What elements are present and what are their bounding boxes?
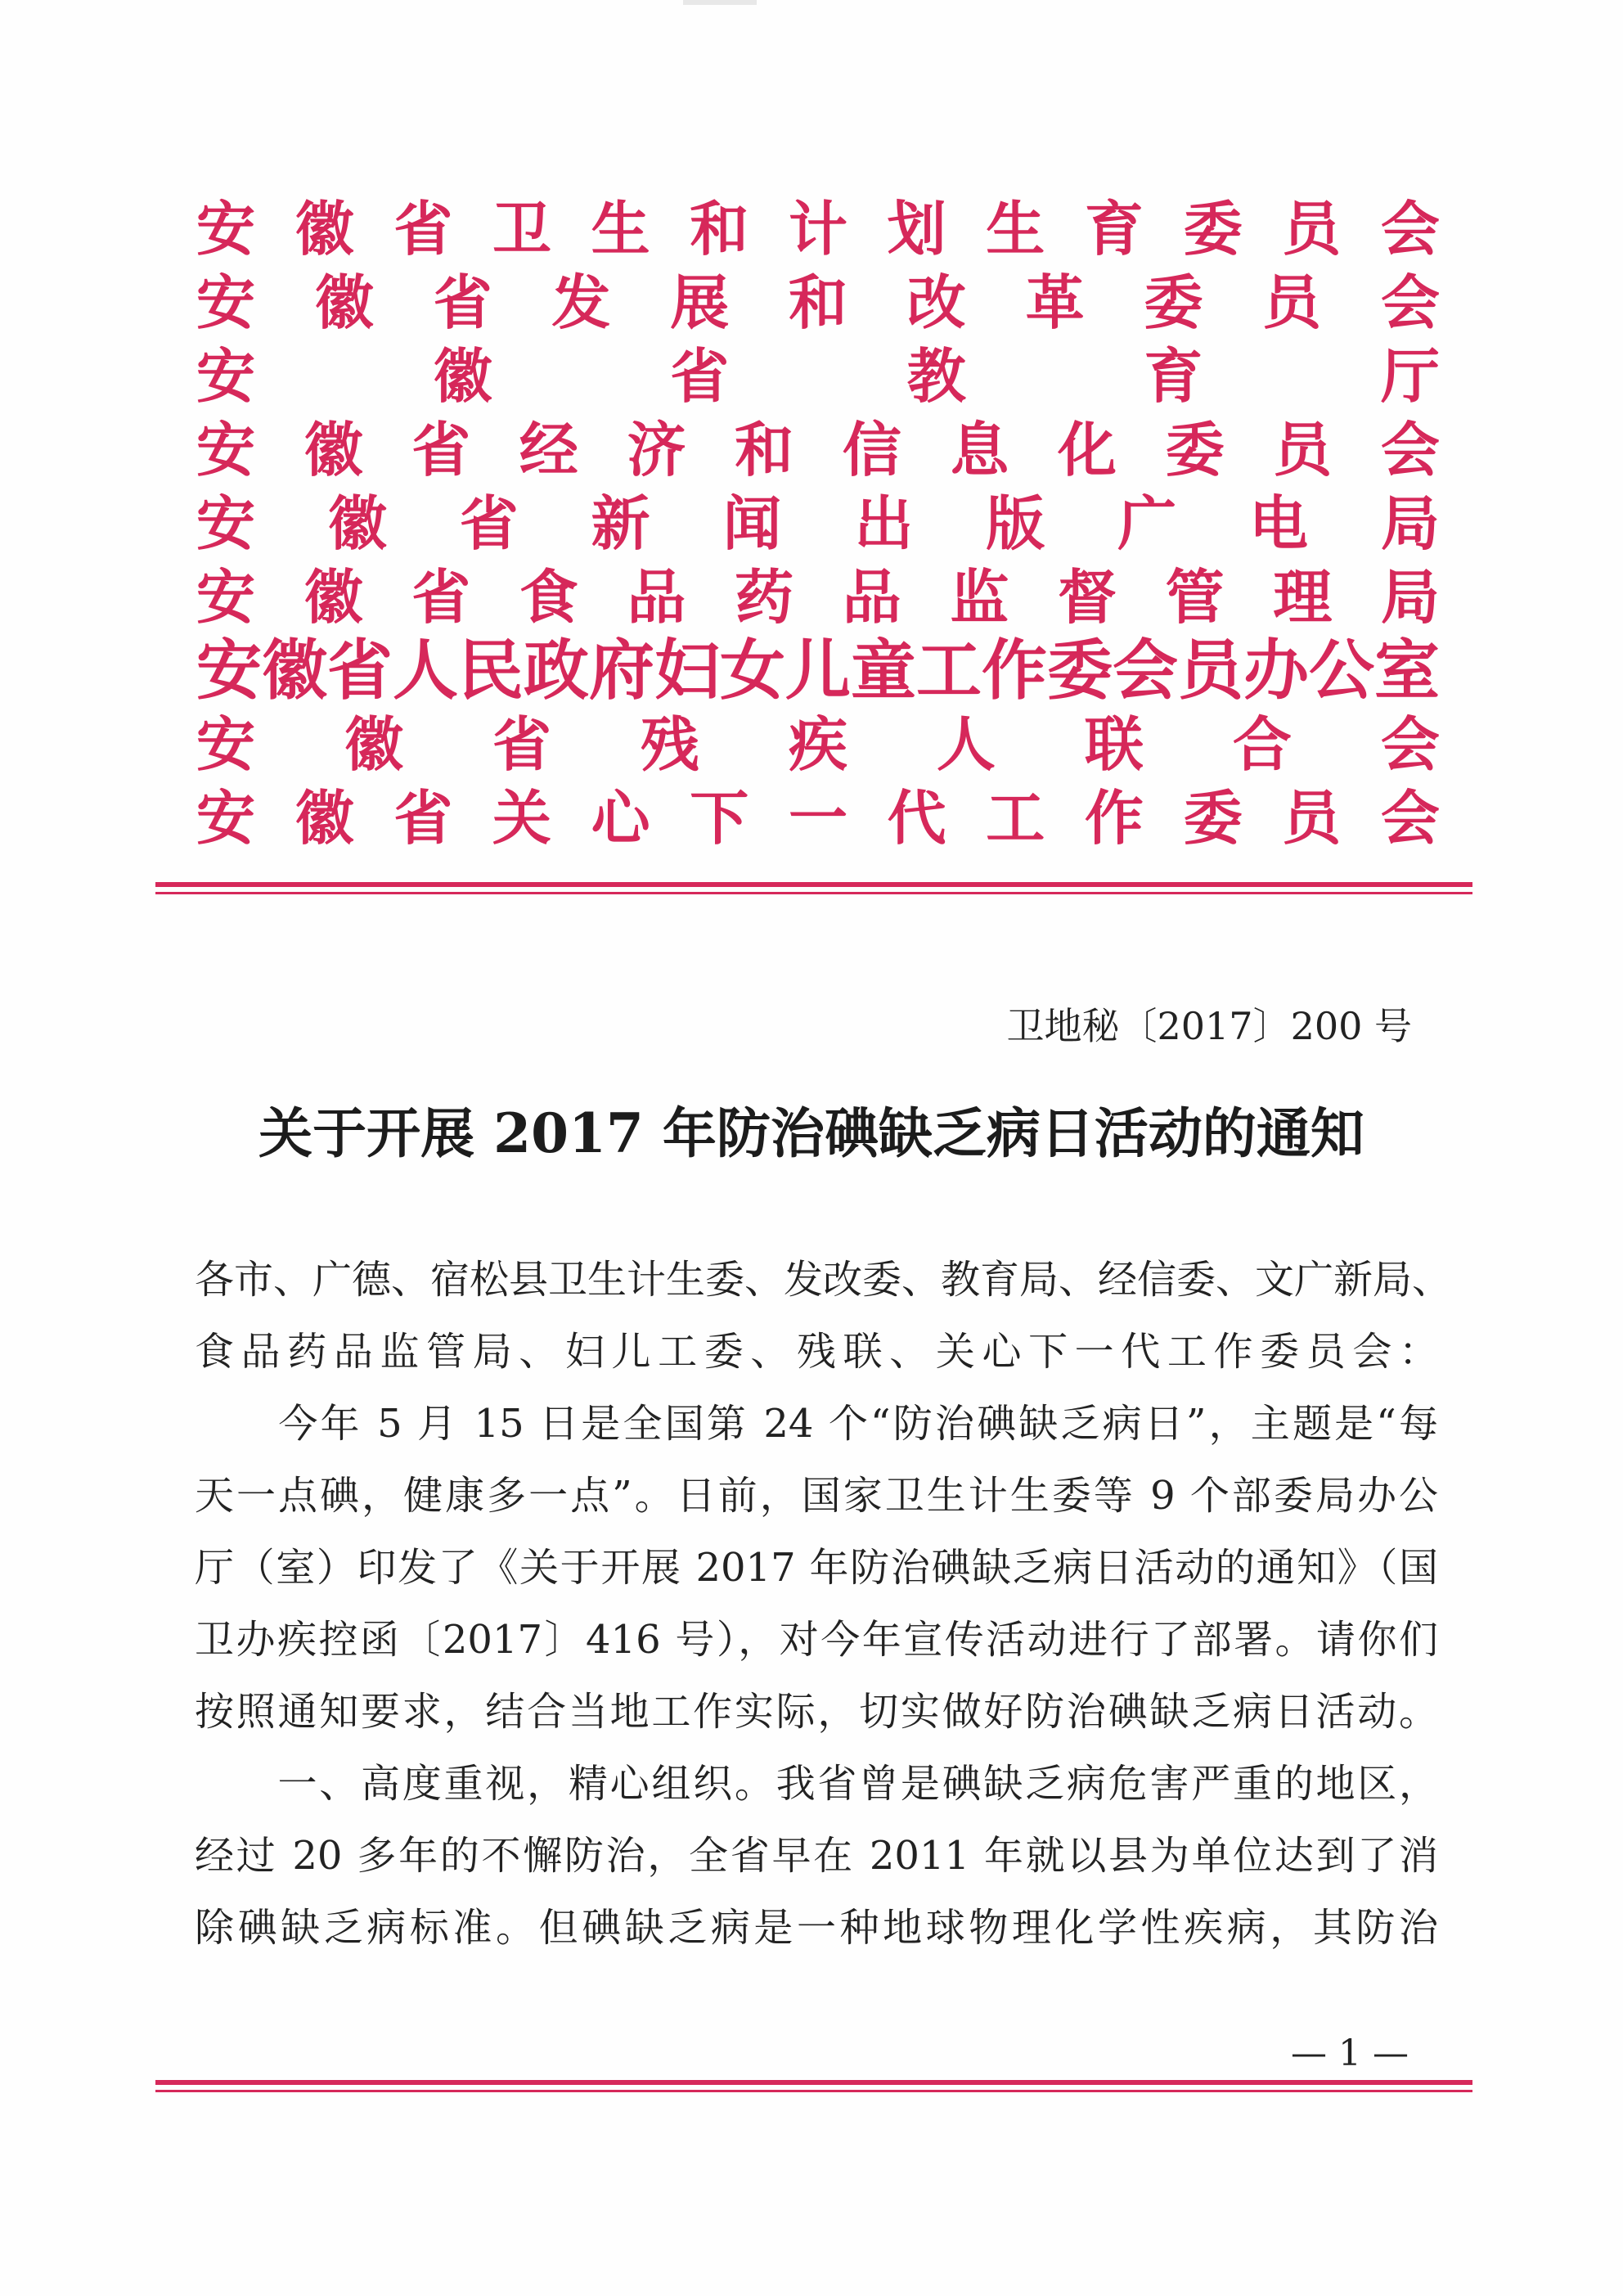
body-text-line: 一、高度重视，精心组织。我省曾是碘缺乏病危害严重的地区， <box>195 1761 1438 1807</box>
agency-name-line <box>196 487 1440 560</box>
agency-name-char: 委 <box>1183 784 1243 853</box>
issuing-agencies-header <box>196 192 1440 855</box>
agency-name-char: 新 <box>591 489 650 558</box>
body-text-line: 各市、广德、宿松县卫生计生委、发改委、教育局、经信委、文广新局、 <box>195 1257 1452 1303</box>
agency-name-line <box>196 560 1440 634</box>
body-text-line: 经过 20 多年的不懈防治，全省早在 2011 年就以县为单位达到了消 <box>195 1833 1438 1879</box>
header-rule-thin <box>155 892 1472 894</box>
agency-name-char: 革 <box>1025 268 1085 337</box>
agency-name-char: 人 <box>936 710 996 779</box>
agency-name-char: 徽 <box>294 784 354 853</box>
agency-name-char: 局 <box>1380 563 1440 632</box>
scan-artifact <box>683 0 757 5</box>
agency-name-line <box>196 266 1440 340</box>
agency-name-char: 民 <box>458 633 524 709</box>
agency-name-char: 省 <box>459 489 519 558</box>
agency-name-char: 理 <box>1273 563 1333 632</box>
agency-name-char: 公 <box>1309 633 1374 709</box>
agency-name-line <box>196 708 1440 781</box>
agency-name-char: 展 <box>670 268 730 337</box>
agency-name-char: 安 <box>196 633 262 709</box>
agency-name-char: 厅 <box>1380 342 1440 411</box>
agency-name-char: 员 <box>1262 268 1322 337</box>
agency-name-char: 儿 <box>785 633 851 709</box>
agency-name-char: 徽 <box>303 563 363 632</box>
agency-name-char: 品 <box>627 563 686 632</box>
agency-name-char: 广 <box>1117 489 1177 558</box>
footer-rule-thin <box>155 2090 1472 2092</box>
body-text-line: 厅（室）印发了《关于开展 2017 年防治碘缺乏病日活动的通知》（国 <box>195 1545 1438 1591</box>
agency-name-char: 济 <box>627 416 686 484</box>
agency-name-char: 安 <box>196 784 256 853</box>
agency-name-char: 妇 <box>654 633 720 709</box>
body-text-line: 天一点碘，健康多一点”。日前，国家卫生计生委等 9 个部委局办公 <box>195 1473 1438 1519</box>
agency-name-char: 和 <box>735 416 794 484</box>
footer-red-rule <box>155 2080 1472 2092</box>
agency-name-char: 委 <box>1047 633 1113 709</box>
agency-name-char: 卫 <box>492 195 551 263</box>
agency-name-char: 经 <box>519 416 578 484</box>
agency-name-char: 出 <box>854 489 914 558</box>
agency-name-char: 徽 <box>433 342 492 411</box>
agency-name-line <box>196 634 1440 708</box>
agency-name-char: 员 <box>1273 416 1333 484</box>
agency-name-line <box>196 413 1440 487</box>
agency-name-char: 改 <box>906 268 966 337</box>
agency-name-char: 员 <box>1282 784 1342 853</box>
agency-name-char: 安 <box>196 710 256 779</box>
agency-name-char: 徽 <box>294 195 354 263</box>
agency-name-char: 安 <box>196 268 256 337</box>
agency-name-char: 联 <box>1084 710 1144 779</box>
agency-name-char: 作 <box>1084 784 1144 853</box>
agency-name-char: 生 <box>591 195 650 263</box>
agency-name-char: 心 <box>591 784 650 853</box>
agency-name-char: 徽 <box>314 268 374 337</box>
agency-name-char: 会 <box>1380 195 1440 263</box>
page-number: — 1 — <box>1291 2033 1409 2074</box>
agency-name-char: 电 <box>1249 489 1309 558</box>
agency-name-char: 室 <box>1374 633 1440 709</box>
agency-name-char: 政 <box>524 633 589 709</box>
body-text-line: 卫办疾控函〔2017〕416 号），对今年宣传活动进行了部署。请你们 <box>195 1617 1438 1663</box>
agency-name-char: 会 <box>1380 784 1440 853</box>
agency-name-char: 徽 <box>262 633 327 709</box>
agency-name-char: 和 <box>788 268 847 337</box>
agency-name-char: 局 <box>1380 489 1440 558</box>
agency-name-char: 工 <box>916 633 982 709</box>
agency-name-char: 女 <box>720 633 785 709</box>
document-number: 卫地秘〔2017〕200 号 <box>1006 1004 1412 1048</box>
agency-name-char: 代 <box>887 784 946 853</box>
agency-name-char: 和 <box>690 195 749 263</box>
body-text-line: 除碘缺乏病标准。但碘缺乏病是一种地球物理化学性疾病，其防治 <box>195 1905 1438 1951</box>
agency-name-char: 安 <box>196 563 256 632</box>
agency-name-char: 信 <box>842 416 901 484</box>
body-text-line: 食品药品监管局、妇儿工委、残联、关心下一代工作委员会： <box>195 1329 1438 1375</box>
agency-name-char: 安 <box>196 416 256 484</box>
agency-name-char: 会 <box>1380 268 1440 337</box>
agency-name-char: 省 <box>670 342 730 411</box>
agency-name-char: 药 <box>735 563 794 632</box>
agency-name-char: 作 <box>982 633 1047 709</box>
agency-name-char: 划 <box>887 195 946 263</box>
agency-name-char: 育 <box>1084 195 1144 263</box>
agency-name-char: 会 <box>1380 416 1440 484</box>
header-rule-thick <box>155 882 1472 887</box>
agency-name-char: 一 <box>788 784 847 853</box>
agency-name-char: 残 <box>640 710 699 779</box>
agency-name-char: 省 <box>492 710 551 779</box>
agency-name-char: 管 <box>1165 563 1225 632</box>
agency-name-char: 省 <box>433 268 492 337</box>
agency-name-char: 督 <box>1058 563 1117 632</box>
agency-name-char: 徽 <box>327 489 387 558</box>
agency-name-char: 疾 <box>788 710 847 779</box>
agency-name-char: 监 <box>950 563 1009 632</box>
agency-name-char: 省 <box>327 633 393 709</box>
agency-name-char: 省 <box>393 784 453 853</box>
agency-name-char: 安 <box>196 195 256 263</box>
agency-name-char: 委 <box>1183 195 1243 263</box>
document-title: 关于开展 2017 年防治碘缺乏病日活动的通知 <box>259 1101 1364 1165</box>
agency-name-line <box>196 340 1440 413</box>
document-body <box>195 1244 1452 1964</box>
agency-name-char: 委 <box>1144 268 1203 337</box>
agency-name-char: 闻 <box>722 489 782 558</box>
agency-name-char: 合 <box>1232 710 1292 779</box>
agency-name-char: 版 <box>986 489 1045 558</box>
body-text-line: 按照通知要求，结合当地工作实际，切实做好防治碘缺乏病日活动。 <box>195 1689 1438 1735</box>
agency-name-char: 人 <box>393 633 458 709</box>
agency-name-char: 品 <box>842 563 901 632</box>
agency-name-char: 府 <box>589 633 654 709</box>
agency-name-char: 省 <box>411 416 471 484</box>
agency-name-char: 会 <box>1380 710 1440 779</box>
header-red-rule <box>155 882 1472 894</box>
agency-name-char: 徽 <box>344 710 403 779</box>
agency-name-char: 办 <box>1243 633 1309 709</box>
agency-name-char: 员 <box>1282 195 1342 263</box>
agency-name-char: 食 <box>519 563 578 632</box>
agency-name-char: 徽 <box>303 416 363 484</box>
agency-name-char: 童 <box>851 633 916 709</box>
body-text-line: 今年 5 月 15 日是全国第 24 个“防治碘缺乏病日”，主题是“每 <box>195 1401 1438 1447</box>
agency-name-char: 安 <box>196 342 256 411</box>
agency-name-char: 会 <box>1113 633 1178 709</box>
agency-name-char: 计 <box>788 195 847 263</box>
agency-name-char: 息 <box>950 416 1009 484</box>
agency-name-char: 安 <box>196 489 256 558</box>
footer-rule-thick <box>155 2080 1472 2085</box>
agency-name-char: 工 <box>986 784 1045 853</box>
agency-name-line <box>196 192 1440 266</box>
agency-name-char: 省 <box>393 195 453 263</box>
agency-name-char: 关 <box>492 784 551 853</box>
agency-name-char: 发 <box>551 268 611 337</box>
agency-name-char: 化 <box>1058 416 1117 484</box>
agency-name-char: 下 <box>690 784 749 853</box>
agency-name-char: 员 <box>1178 633 1243 709</box>
agency-name-char: 生 <box>986 195 1045 263</box>
agency-name-char: 育 <box>1144 342 1203 411</box>
agency-name-char: 省 <box>411 563 471 632</box>
agency-name-line <box>196 781 1440 855</box>
agency-name-char: 委 <box>1165 416 1225 484</box>
agency-name-char: 教 <box>906 342 966 411</box>
